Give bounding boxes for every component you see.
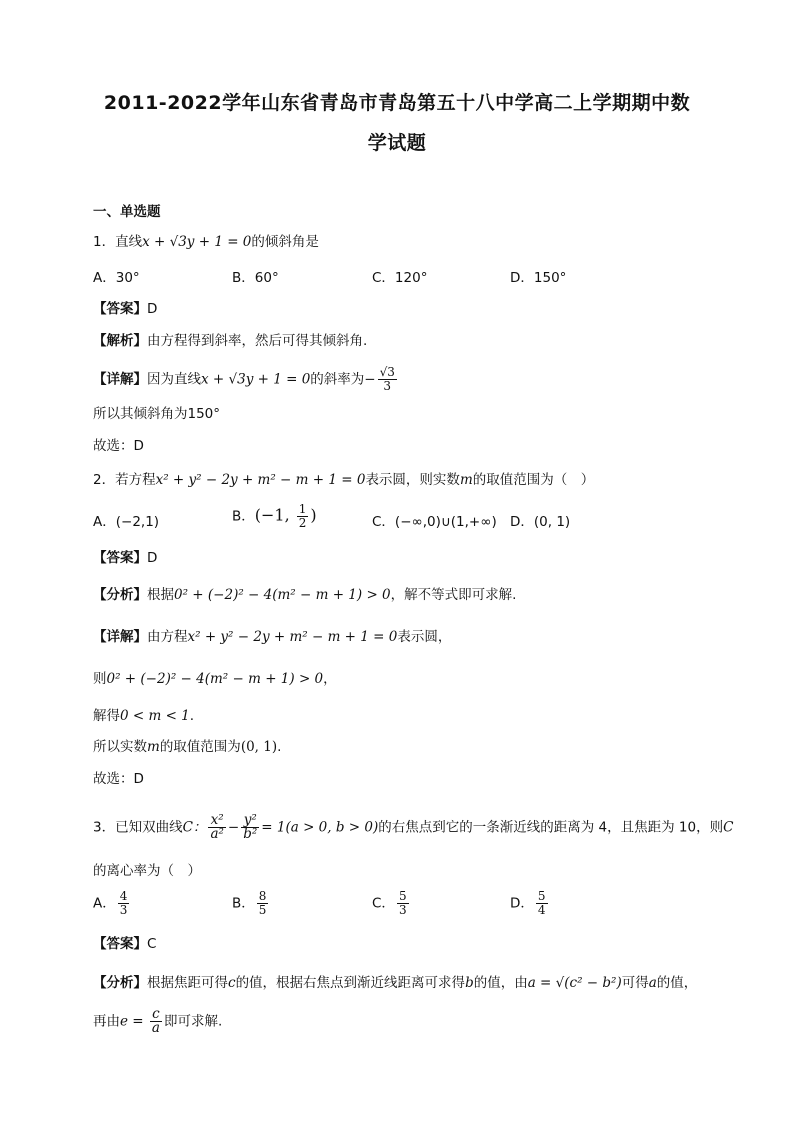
page-title-line2: 学试题 [367, 132, 427, 154]
q3-last-prefix: 再由 [93, 1013, 120, 1030]
q3-analysis-5: 的值， [656, 975, 698, 991]
q2-range-math: (0, 1) [240, 739, 278, 755]
q3-frac-y-num: y² [241, 814, 259, 828]
q2-analysis-tag: 【分析】 [93, 587, 147, 603]
q3-option-c-den: 3 [398, 903, 407, 917]
q3-frac-x [208, 814, 225, 841]
q2-option-b-den: 2 [298, 516, 307, 530]
q2-detail-suffix: 表示圆， [397, 629, 452, 645]
q1-stem [93, 232, 319, 252]
q1-stem-suffix: 的倾斜角是 [251, 234, 319, 250]
q2-analysis-math: 0² + (−2)² − 4(m² − m + 1) > 0 [174, 587, 391, 603]
q3-ecc-num: c [150, 1008, 162, 1022]
q2-then-math: 0² + (−2)² − 4(m² − m + 1) > 0 [106, 671, 324, 687]
q2-answer-tag: 【答案】 [93, 550, 147, 566]
q3-option-d-fraction [536, 890, 548, 917]
q3-option-c-fraction [397, 890, 409, 917]
q1-analysis-text: 由方程得到斜率，然后可得其倾斜角. [147, 333, 368, 349]
q2-then [93, 669, 337, 689]
q2-detail-tag: 【详解】 [93, 629, 147, 645]
q2-stem-var: m [459, 472, 473, 488]
q3-answer-tag: 【答案】 [93, 936, 147, 952]
q1-detail [93, 366, 399, 393]
q2-option-b [232, 503, 317, 530]
q1-slope-denominator: 3 [383, 379, 392, 393]
q3-eccentricity-fraction [150, 1008, 162, 1035]
q3-last-suffix: 即可求解. [163, 1013, 223, 1030]
q1-answer-value: D [147, 301, 158, 317]
q2-option-b-label: B． [232, 508, 255, 525]
q2-option-b-open: (−1, [254, 505, 295, 525]
q1-stem-math: x + √3y + 1 = 0 [142, 234, 252, 250]
q3-stem [93, 814, 733, 841]
q2-answer-value: D [147, 550, 158, 566]
q3-analysis-1: 根据焦距可得 [147, 975, 228, 991]
q3-option-a-num: 4 [119, 889, 128, 903]
q3-answer [93, 934, 156, 954]
q3-analysis-3: 的值，由 [473, 975, 528, 991]
q2-stem-suffix: 的取值范围为（ ） [472, 472, 595, 488]
q3-analysis-tag: 【分析】 [93, 975, 147, 991]
q1-conclusion: 所以其倾斜角为150° [93, 406, 221, 422]
q3-option-d-label: D． [510, 895, 534, 912]
q2-option-b-num: 1 [298, 502, 307, 516]
q1-slope-numerator: √3 [379, 365, 395, 379]
q3-option-b [232, 890, 270, 917]
q2-option-b-fraction [297, 503, 309, 530]
q3-option-d-num: 5 [537, 889, 546, 903]
q2-detail-math: x² + y² − 2y + m² − m + 1 = 0 [187, 629, 398, 645]
q2-solve-math: 0 < m < 1 [120, 708, 190, 724]
q3-option-d-den: 4 [537, 903, 546, 917]
q2-stem-prefix: 2．若方程 [93, 472, 156, 488]
q2-stem [93, 470, 594, 490]
q2-then-prefix: 则 [93, 671, 107, 687]
q3-option-a-label: A． [93, 895, 116, 912]
q3-option-b-label: B． [232, 895, 255, 912]
q3-analysis-b: b [465, 975, 474, 991]
q3-minus: − [227, 819, 240, 836]
q1-choose: 故选：D [93, 438, 144, 454]
q2-range [93, 737, 281, 757]
section-heading: 一、单选题 [93, 204, 161, 220]
q2-stem-math: x² + y² − 2y + m² − m + 1 = 0 [155, 472, 366, 488]
q2-solve-suffix: . [189, 708, 195, 724]
q1-detail-math: x + √3y + 1 = 0 [201, 371, 311, 388]
q2-stem-mid: 表示圆，则实数 [365, 472, 460, 488]
q3-stem-suffix: 的右焦点到它的一条渐近线的距离为 4，且焦距为 10，则 [378, 819, 724, 836]
q3-option-c-num: 5 [398, 889, 407, 903]
q1-answer-tag: 【答案】 [93, 301, 147, 317]
q3-analysis-c: c [228, 975, 236, 991]
q2-detail-prefix: 由方程 [147, 629, 188, 645]
q2-then-suffix: ， [323, 671, 337, 687]
q3-option-b-fraction [257, 890, 269, 917]
q2-option-a: A．(−2,1) [93, 514, 160, 530]
q3-last [93, 1008, 222, 1035]
q1-option-b: B．60° [232, 270, 279, 286]
q2-analysis-suffix: ，解不等式即可求解. [390, 587, 517, 603]
q1-answer [93, 299, 157, 319]
q2-option-c: C．(−∞,0)∪(1,+∞) [372, 514, 497, 530]
q1-detail-mid: 的斜率为 [310, 371, 365, 388]
q1-detail-prefix: 因为直线 [147, 371, 201, 388]
q3-frac-x-den: a² [210, 826, 224, 842]
q2-option-d: D．(0, 1) [510, 514, 571, 530]
q3-stem-prefix: 3．已知双曲线 [93, 819, 183, 836]
q3-option-c-label: C． [372, 895, 395, 912]
q3-stem-end: C [723, 819, 734, 836]
q3-ecc-den: a [151, 1020, 160, 1036]
q3-analysis-math: a = √(c² − b²) [527, 975, 622, 991]
q2-range-var: m [147, 739, 160, 755]
q1-option-a: A．30° [93, 270, 140, 286]
q3-option-b-den: 5 [258, 903, 267, 917]
q3-stem-math-tail: = 1(a > 0, b > 0) [261, 819, 379, 836]
q3-option-a [93, 890, 131, 917]
q3-stem-line2: 的离心率为（ ） [93, 863, 201, 879]
q3-option-a-den: 3 [119, 903, 128, 917]
q1-analysis [93, 331, 367, 351]
q3-frac-y [241, 814, 259, 841]
q3-analysis-4: 可得 [621, 975, 649, 991]
q3-option-d [510, 890, 550, 917]
q3-curve-name: C： [182, 819, 207, 836]
q3-analysis-a: a [648, 975, 657, 991]
q2-solve [93, 706, 194, 726]
q1-slope-fraction [378, 366, 397, 393]
q2-answer [93, 548, 157, 568]
q1-detail-sign: − [364, 371, 376, 388]
q1-stem-prefix: 1．直线 [93, 234, 143, 250]
q2-option-b-close: ) [310, 505, 317, 525]
q2-choose: 故选：D [93, 771, 144, 787]
q2-detail [93, 627, 451, 647]
q3-option-a-fraction [118, 890, 130, 917]
q2-analysis [93, 585, 516, 605]
q1-detail-tag: 【详解】 [93, 371, 147, 388]
q3-analysis-2: 的值，根据右焦点到渐近线距离可求得 [235, 975, 466, 991]
q1-option-c: C．120° [372, 270, 428, 286]
q2-range-mid: 的取值范围为 [159, 739, 241, 755]
q3-frac-x-num: x² [208, 814, 225, 828]
q1-option-d: D．150° [510, 270, 567, 286]
q3-analysis [93, 973, 697, 993]
q2-analysis-prefix: 根据 [147, 587, 174, 603]
q3-option-b-num: 8 [258, 889, 267, 903]
q1-analysis-tag: 【解析】 [93, 333, 147, 349]
q2-solve-prefix: 解得 [93, 708, 120, 724]
q3-answer-value: C [147, 936, 157, 952]
q3-last-math: e = [120, 1013, 148, 1030]
page-title-line1: 2011-2022学年山东省青岛市青岛第五十八中学高二上学期期中数 [103, 92, 691, 114]
q2-range-suffix: . [277, 739, 282, 755]
q2-range-prefix: 所以实数 [93, 739, 147, 755]
q3-option-c [372, 890, 411, 917]
q3-frac-y-den: b² [243, 826, 258, 842]
